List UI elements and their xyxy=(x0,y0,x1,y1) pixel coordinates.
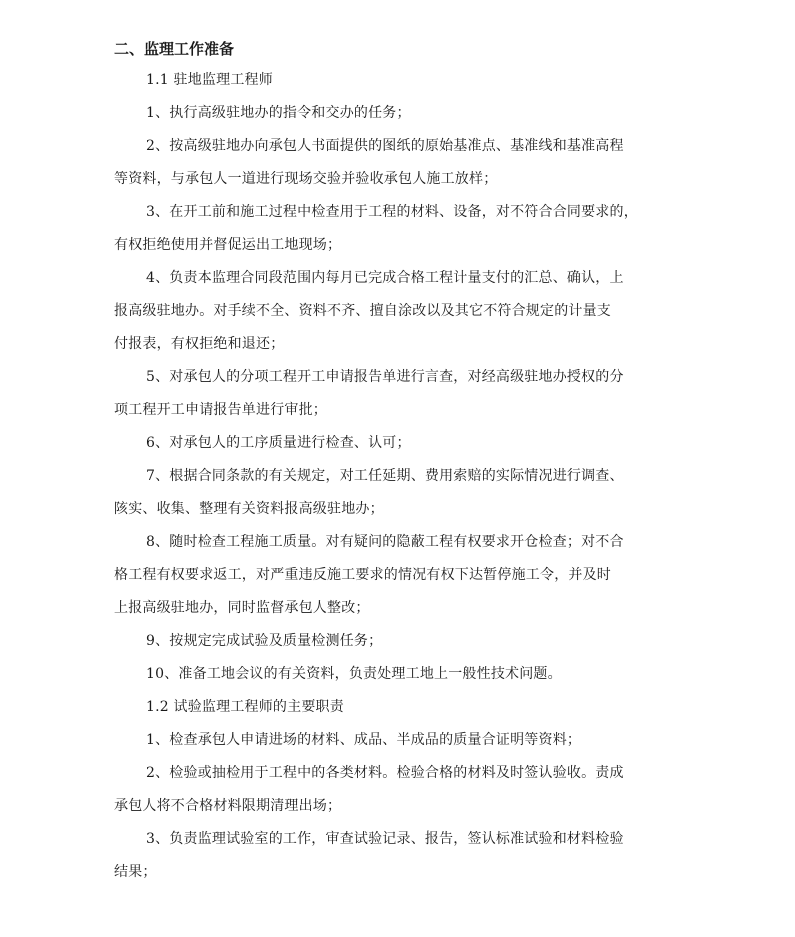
paragraph xyxy=(114,757,686,823)
paragraph-line: 5、对承包人的分项工程开工申请报告单进行言查，对经高级驻地办授权的分 xyxy=(146,369,624,385)
paragraph xyxy=(114,625,686,658)
paragraph xyxy=(114,130,686,196)
paragraph-line: 2、检验或抽检用于工程中的各类材料。检验合格的材料及时签认验收。责成 xyxy=(146,765,624,781)
paragraph xyxy=(114,460,686,526)
paragraph-line: 7、根据合同条款的有关规定，对工任延期、费用索赔的实际情况进行调查、 xyxy=(146,468,624,484)
section-heading: 二、监理工作准备 xyxy=(114,40,235,58)
paragraph-line: 8、随时检查工程施工质量。对有疑问的隐蔽工程有权要求开仓检查；对不合 xyxy=(146,534,624,550)
paragraph xyxy=(114,724,686,757)
paragraph-list xyxy=(114,64,686,889)
document-body xyxy=(114,34,686,889)
paragraph-line: 9、按规定完成试验及质量检测任务； xyxy=(146,633,383,649)
paragraph xyxy=(114,196,686,262)
paragraph-line: 等资料，与承包人一道进行现场交验并验收承包人施工放样； xyxy=(114,171,498,187)
paragraph-line: 3、负责监理试验室的工作，审查试验记录、报告，签认标准试验和材料检验 xyxy=(146,831,624,847)
paragraph xyxy=(114,691,686,724)
paragraph xyxy=(114,64,686,97)
paragraph xyxy=(114,262,686,361)
paragraph-line: 承包人将不合格材料限期清理出场； xyxy=(114,798,342,814)
paragraph-line: 付报表，有权拒绝和退还； xyxy=(114,336,285,352)
paragraph-line: 10、准备工地会议的有关资料，负责处理工地上一般性技术问题。 xyxy=(146,666,562,682)
paragraph-line: 1、检查承包人申请进场的材料、成品、半成品的质量合证明等资料； xyxy=(146,732,582,748)
paragraph xyxy=(114,361,686,427)
paragraph-line: 4、负责本监理合同段范围内每月已完成合格工程计量支付的汇总、确认，上 xyxy=(146,270,624,286)
paragraph xyxy=(114,823,686,889)
paragraph-line: 2、按高级驻地办向承包人书面提供的图纸的原始基准点、基准线和基准高程 xyxy=(146,138,624,154)
paragraph xyxy=(114,97,686,130)
paragraph-line: 上报高级驻地办，同时监督承包人整改； xyxy=(114,600,370,616)
paragraph-line: 3、在开工前和施工过程中检查用于工程的材料、设备，对不符合合同要求的， xyxy=(146,204,638,220)
paragraph-line: 1、执行高级驻地办的指令和交办的任务； xyxy=(146,105,411,121)
paragraph xyxy=(114,658,686,691)
paragraph-line: 报高级驻地办。对手续不全、资料不齐、擅自涂改以及其它不符合规定的计量支 xyxy=(114,303,611,319)
paragraph xyxy=(114,427,686,460)
paragraph-line: 6、对承包人的工序质量进行检查、认可； xyxy=(146,435,411,451)
paragraph-line: 项工程开工申请报告单进行审批； xyxy=(114,402,327,418)
paragraph xyxy=(114,526,686,625)
paragraph-line: 陔实、收集、整理有关资料报高级驻地办； xyxy=(114,501,384,517)
paragraph-line: 1.2 试验监理工程师的主要职责 xyxy=(146,699,344,715)
paragraph-line: 结果； xyxy=(114,864,157,880)
paragraph-line: 有权拒绝使用并督促运出工地现场； xyxy=(114,237,342,253)
paragraph-line: 1.1 驻地监理工程师 xyxy=(146,72,273,88)
paragraph-line: 格工程有权要求返工，对严重违反施工要求的情况有权下达暂停施工令，并及时 xyxy=(114,567,611,583)
